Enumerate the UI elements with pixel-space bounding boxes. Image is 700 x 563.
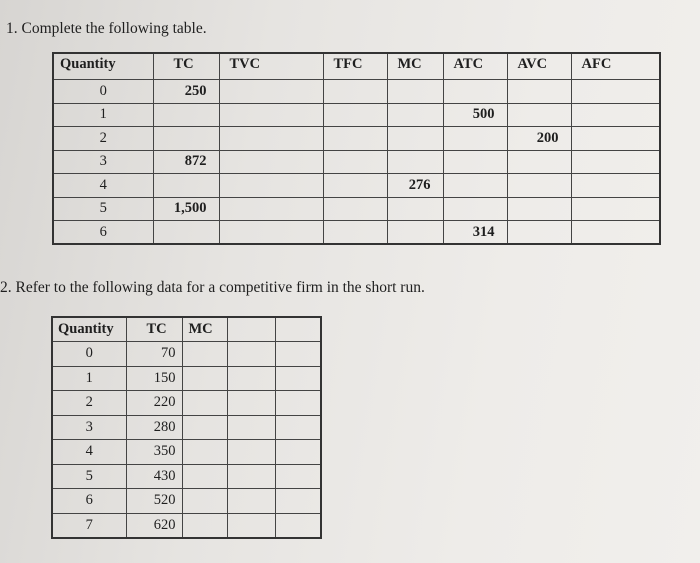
table-header-row: [53, 53, 660, 80]
cell-blank: [227, 489, 275, 514]
cell-afc: [571, 221, 660, 245]
cell-quantity: 0: [52, 342, 126, 367]
cell-atc: 314: [443, 221, 507, 245]
cell-mc: [387, 150, 443, 174]
cell-tvc: [219, 150, 323, 174]
cell-mc: [182, 513, 227, 538]
header-mc: MC: [182, 317, 227, 342]
header-atc: ATC: [443, 53, 507, 80]
table-row: [52, 391, 321, 416]
cell-blank: [275, 391, 321, 416]
cell-atc: [443, 80, 507, 104]
table-row: [53, 174, 660, 198]
header-afc: AFC: [571, 53, 660, 80]
question-2-text: 2. Refer to the following data for a competitive firm in the short run.: [0, 279, 425, 296]
cell-quantity: 0: [53, 80, 153, 104]
cell-tfc: [323, 80, 387, 104]
cell-blank: [227, 391, 275, 416]
cell-quantity: 2: [53, 127, 153, 151]
cell-blank: [227, 464, 275, 489]
cell-quantity: 4: [52, 440, 126, 465]
cell-tc: 520: [126, 489, 182, 514]
table-row: [53, 80, 660, 104]
header-tc: TC: [126, 317, 182, 342]
cell-mc: [182, 440, 227, 465]
cell-blank: [275, 415, 321, 440]
table-row: [53, 221, 660, 245]
header-quantity: Quantity: [52, 317, 126, 342]
cell-tc: 1,500: [153, 197, 219, 221]
cell-tfc: [323, 127, 387, 151]
cell-quantity: 6: [53, 221, 153, 245]
table-row: [52, 342, 321, 367]
cell-quantity: 3: [52, 415, 126, 440]
cell-mc: [387, 127, 443, 151]
cell-mc: 276: [387, 174, 443, 198]
cell-blank: [275, 342, 321, 367]
cell-tc: 70: [126, 342, 182, 367]
cell-avc: [507, 221, 571, 245]
header-tc: TC: [153, 53, 219, 80]
cell-quantity: 1: [53, 103, 153, 127]
cell-quantity: 1: [52, 366, 126, 391]
question-1-text: 1. Complete the following table.: [6, 20, 207, 37]
table-row: [52, 415, 321, 440]
cell-tfc: [323, 221, 387, 245]
cell-tc: 620: [126, 513, 182, 538]
cell-mc: [182, 464, 227, 489]
table-row: [52, 464, 321, 489]
cell-tc: 150: [126, 366, 182, 391]
cell-mc: [182, 489, 227, 514]
cell-tc: 280: [126, 415, 182, 440]
cell-quantity: 6: [52, 489, 126, 514]
header-tvc: TVC: [219, 53, 323, 80]
header-quantity: Quantity: [53, 53, 153, 80]
cell-blank: [275, 513, 321, 538]
header-mc: MC: [387, 53, 443, 80]
cell-mc: [182, 415, 227, 440]
cell-quantity: 4: [53, 174, 153, 198]
cell-tc: [153, 127, 219, 151]
cell-avc: [507, 103, 571, 127]
table-row: [53, 150, 660, 174]
cell-quantity: 5: [53, 197, 153, 221]
cell-atc: [443, 127, 507, 151]
cell-afc: [571, 150, 660, 174]
cell-tc: 430: [126, 464, 182, 489]
cell-mc: [182, 342, 227, 367]
cell-tvc: [219, 127, 323, 151]
cell-tfc: [323, 103, 387, 127]
cell-tvc: [219, 80, 323, 104]
cell-mc: [387, 221, 443, 245]
cell-avc: [507, 174, 571, 198]
cell-tvc: [219, 174, 323, 198]
cell-avc: [507, 197, 571, 221]
cell-mc: [387, 197, 443, 221]
cost-table-1: [52, 52, 661, 245]
cell-tc: [153, 221, 219, 245]
table-row: [53, 197, 660, 221]
cell-avc: [507, 80, 571, 104]
cell-quantity: 3: [53, 150, 153, 174]
cell-tvc: [219, 221, 323, 245]
cell-quantity: 5: [52, 464, 126, 489]
cell-tvc: [219, 103, 323, 127]
cell-tvc: [219, 197, 323, 221]
cell-afc: [571, 103, 660, 127]
table-row: [52, 366, 321, 391]
cell-tc: [153, 174, 219, 198]
cell-avc: 200: [507, 127, 571, 151]
header-avc: AVC: [507, 53, 571, 80]
cell-quantity: 2: [52, 391, 126, 416]
cell-mc: [387, 80, 443, 104]
table-row: [52, 513, 321, 538]
cell-atc: [443, 197, 507, 221]
table-row: [53, 127, 660, 151]
cell-tfc: [323, 150, 387, 174]
cell-blank: [275, 366, 321, 391]
table-row: [53, 103, 660, 127]
cell-blank: [227, 440, 275, 465]
cell-blank: [227, 415, 275, 440]
table-row: [52, 489, 321, 514]
cell-blank: [275, 489, 321, 514]
cell-blank: [275, 440, 321, 465]
table-row: [52, 440, 321, 465]
cell-blank: [275, 464, 321, 489]
cell-atc: [443, 174, 507, 198]
cell-tfc: [323, 197, 387, 221]
cell-avc: [507, 150, 571, 174]
cell-blank: [227, 366, 275, 391]
cell-tc: 250: [153, 80, 219, 104]
cell-afc: [571, 174, 660, 198]
header-blank: [275, 317, 321, 342]
cell-afc: [571, 80, 660, 104]
table-header-row: [52, 317, 321, 342]
cost-table-2: [51, 316, 322, 539]
cell-tc: 350: [126, 440, 182, 465]
cell-blank: [227, 513, 275, 538]
cell-atc: 500: [443, 103, 507, 127]
header-blank: [227, 317, 275, 342]
cell-afc: [571, 127, 660, 151]
cell-afc: [571, 197, 660, 221]
cell-mc: [182, 366, 227, 391]
cell-atc: [443, 150, 507, 174]
cell-quantity: 7: [52, 513, 126, 538]
cell-tc: [153, 103, 219, 127]
cell-mc: [387, 103, 443, 127]
cell-blank: [227, 342, 275, 367]
cell-mc: [182, 391, 227, 416]
header-tfc: TFC: [323, 53, 387, 80]
cell-tfc: [323, 174, 387, 198]
cell-tc: 220: [126, 391, 182, 416]
cell-tc: 872: [153, 150, 219, 174]
